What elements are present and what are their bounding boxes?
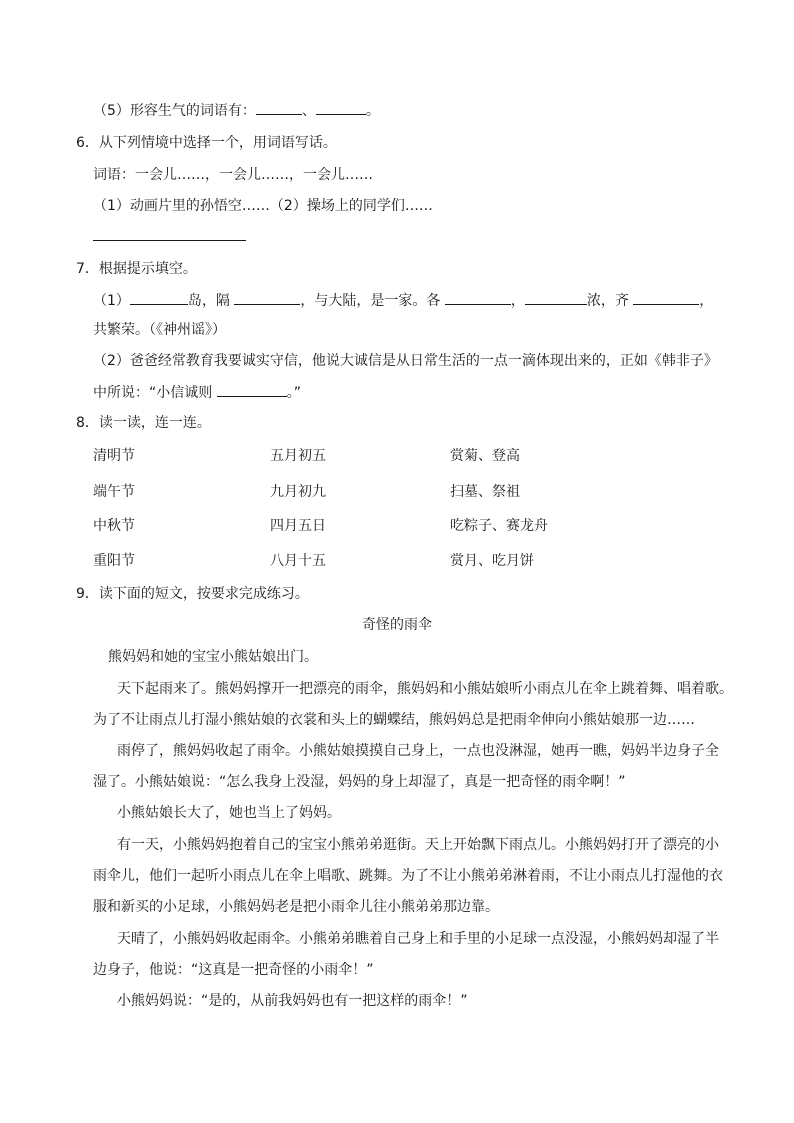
story-line: 小熊姑娘长大了，她也当上了妈妈。	[117, 805, 341, 821]
q6-answer-line[interactable]	[93, 240, 246, 241]
q7-p1-text: 浓，齐	[586, 293, 629, 309]
story-title: 奇怪的雨伞	[362, 617, 432, 633]
q5-sub5-line	[93, 100, 380, 120]
q9-title: 9．读下面的短文，按要求完成练习。	[76, 586, 309, 602]
q6-scenes: （1）动画片里的孙悟空……（2）操场上的同学们……	[93, 198, 433, 214]
story-line: 湿了。小熊姑娘说：“怎么我身上没湿，妈妈的身上却湿了，真是一把奇怪的雨伞啊！”	[93, 774, 626, 790]
answer-blank[interactable]	[217, 382, 287, 397]
festival-name[interactable]: 中秋节	[93, 518, 135, 534]
story-line: 雨伞儿，他们一起听小雨点儿在伞上唱歌、跳舞。为了不让小熊弟弟淋着雨，不让小雨点儿打湿他的衣	[93, 868, 723, 884]
q7-title: 7．根据提示填空。	[76, 261, 197, 277]
q7-p2-text: 。”	[286, 385, 301, 401]
festival-custom[interactable]: 扫墓、祭祖	[450, 484, 520, 500]
festival-date[interactable]: 八月十五	[270, 553, 326, 569]
answer-blank[interactable]	[234, 290, 300, 305]
q6-title: 6．从下列情境中选择一个，用词语写话。	[76, 135, 337, 151]
story-line: 熊妈妈和她的宝宝小熊姑娘出门。	[108, 649, 318, 665]
festival-name[interactable]: 端午节	[93, 484, 135, 500]
story-line: 天下起雨来了。熊妈妈撑开一把漂亮的雨伞，熊妈妈和小熊姑娘听小雨点儿在伞上跳着舞、唱着歌。	[117, 681, 733, 697]
q7-p2-line2	[93, 382, 301, 402]
q7-p2-line1: （2）爸爸经常教育我要诚实守信，他说大诚信是从日常生活的一点一滴体现出来的，正如《韩非子》	[93, 353, 718, 369]
q7-p1-text: ，	[699, 293, 714, 309]
story-line: 为了不让雨点儿打湿小熊姑娘的衣裳和头上的蝴蝶结，熊妈妈总是把雨伞伸向小熊姑娘那一边……	[93, 712, 695, 728]
q7-p1-label: （1）	[93, 293, 130, 309]
festival-custom[interactable]: 吃粽子、赛龙舟	[450, 518, 548, 534]
q8-title: 8．读一读，连一连。	[76, 415, 211, 431]
answer-blank[interactable]	[256, 100, 302, 115]
answer-blank[interactable]	[633, 290, 699, 305]
story-line: 服和新买的小足球，小熊妈妈老是把小雨伞儿往小熊弟弟那边靠。	[93, 899, 499, 915]
story-line: 有一天，小熊妈妈抱着自己的宝宝小熊弟弟逛街。天上开始飘下雨点儿。小熊妈妈打开了漂亮的小	[117, 837, 719, 853]
answer-blank[interactable]	[525, 290, 587, 305]
festival-date[interactable]: 四月五日	[270, 518, 326, 534]
festival-date[interactable]: 九月初九	[270, 484, 326, 500]
answer-blank[interactable]	[130, 290, 188, 305]
story-line: 小熊妈妈说：“是的，从前我妈妈也有一把这样的雨伞！”	[117, 993, 468, 1009]
q7-p1-line2: 共繁荣。（《神州谣》）	[93, 322, 226, 338]
festival-name[interactable]: 重阳节	[93, 553, 135, 569]
answer-blank[interactable]	[316, 100, 366, 115]
festival-custom[interactable]: 赏菊、登高	[450, 448, 520, 464]
festival-custom[interactable]: 赏月、吃月饼	[450, 553, 534, 569]
q7-p1-line1	[93, 290, 713, 310]
q6-words: 词语：一会儿……，一会儿……，一会儿……	[93, 167, 373, 183]
q7-p1-text: ，与大陆，是一家。各	[300, 293, 441, 309]
q7-p1-text: 岛，隔	[187, 293, 230, 309]
story-line: 边身子，他说：“这真是一把奇怪的小雨伞！”	[93, 962, 374, 978]
end-mark: 。	[365, 103, 380, 119]
separator: 、	[301, 103, 316, 119]
festival-date[interactable]: 五月初五	[270, 448, 326, 464]
q7-p1-text: ，	[510, 293, 525, 309]
festival-name[interactable]: 清明节	[93, 448, 135, 464]
q7-p2-text: 中所说：“小信诚则	[93, 385, 213, 401]
story-line: 天晴了，小熊妈妈收起雨伞。小熊弟弟瞧着自己身上和手里的小足球一点没湿，小熊妈妈却湿了半	[117, 931, 719, 947]
story-line: 雨停了，熊妈妈收起了雨伞。小熊姑娘摸摸自己身上，一点也没淋湿，她再一瞧，妈妈半边身子全	[117, 743, 719, 759]
q5-sub5-text: （5）形容生气的词语有：	[93, 103, 256, 119]
answer-blank[interactable]	[445, 290, 511, 305]
